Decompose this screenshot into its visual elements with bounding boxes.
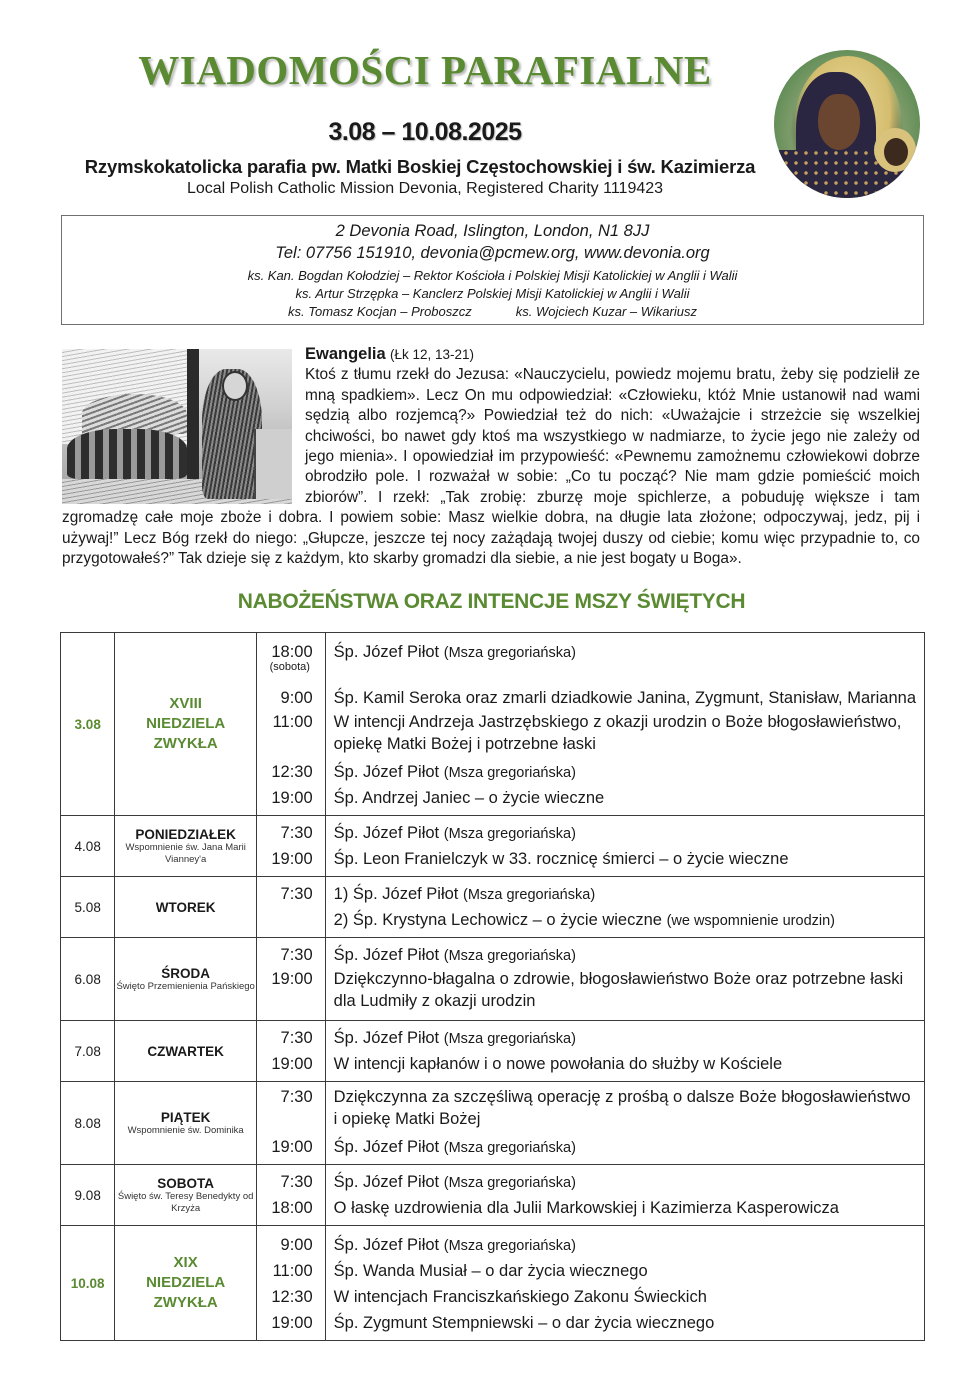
- mass-time: 12:30: [271, 763, 313, 781]
- mass-time: [261, 907, 313, 933]
- intention-note: (Msza gregoriańska): [443, 1238, 576, 1254]
- gospel-section: [62, 344, 920, 569]
- intention-text: Śp. Józef Piłot: [333, 643, 440, 661]
- intention-text: Śp. Kamil Seroka oraz zmarli dziadkowie Janina, Zygmunt, Stanisław, Marianna: [333, 689, 916, 707]
- date-cell: 7.08: [61, 1021, 115, 1082]
- intention-text: Śp. Józef Piłot: [333, 763, 440, 781]
- times-cell: [256, 816, 325, 877]
- day-name: WTOREK: [155, 899, 216, 915]
- mass-time: [261, 639, 313, 685]
- intention-note: (Msza gregoriańska): [443, 765, 576, 781]
- day-cell: [115, 938, 257, 1021]
- mass-intention: [334, 1086, 916, 1134]
- intention-note: (Msza gregoriańska): [462, 887, 596, 903]
- date-cell: 5.08: [61, 877, 115, 938]
- clergy-line: [62, 303, 923, 321]
- day-feast-note: Święto Przemienienia Pańskiego: [116, 980, 255, 992]
- our-lady-icon-image: [774, 50, 920, 198]
- sunday-label: ZWYKŁA: [153, 735, 218, 752]
- schedule-row: [61, 633, 925, 816]
- mass-time: 19:00: [271, 1314, 313, 1332]
- intentions-cell: [325, 633, 924, 816]
- mass-intention: [334, 1134, 916, 1160]
- day-name: ŚRODA: [161, 965, 211, 981]
- clergy-vicar: ks. Wojciech Kuzar – Wikariusz: [515, 304, 697, 319]
- sunday-label: ZWYKŁA: [153, 1294, 218, 1311]
- date-cell: 3.08: [61, 633, 115, 816]
- mass-time: 19:00: [271, 850, 313, 868]
- mass-time: 9:00: [280, 689, 313, 707]
- intentions-cell: [325, 1226, 924, 1341]
- intention-text: O łaskę uzdrowienia dla Julii Markowskiej i Kazimierza Kasperowicza: [333, 1199, 839, 1217]
- day-cell: [115, 633, 257, 816]
- mass-intention: [334, 1169, 916, 1195]
- intention-text: Dziękczynna za szczęśliwą operację z prośbą o dalsze Boże błogosławieństwo i opiekę Matki Bożej: [333, 1088, 911, 1128]
- mass-intention: [334, 1195, 916, 1221]
- day-feast-note: Wspomnienie św. Dominika: [127, 1124, 244, 1136]
- schedule-row: [61, 1165, 925, 1226]
- intentions-cell: [325, 877, 924, 938]
- date-cell: 9.08: [61, 1165, 115, 1226]
- schedule-row: [61, 877, 925, 938]
- mass-time: 19:00: [271, 789, 313, 807]
- gospel-reference: (Łk 12, 13-21): [389, 347, 475, 362]
- mass-time: 19:00: [271, 1055, 313, 1073]
- day-name: PIĄTEK: [160, 1109, 211, 1125]
- intentions-cell: [325, 1082, 924, 1165]
- mass-schedule-table: [60, 632, 925, 1341]
- intention-text: Śp. Józef Piłot: [333, 1173, 440, 1191]
- day-name: CZWARTEK: [147, 1043, 224, 1059]
- contact-box: [61, 215, 924, 325]
- intention-text: Śp. Józef Piłot: [333, 1236, 440, 1254]
- intention-note: (Msza gregoriańska): [443, 826, 576, 842]
- intentions-cell: [325, 1165, 924, 1226]
- mass-time: 18:00: [271, 1199, 313, 1217]
- mass-intention: [334, 1284, 916, 1310]
- mass-time: 12:30: [271, 1288, 313, 1306]
- schedule-title: NABOŻEŃSTWA ORAZ INTENCJE MSZY ŚWIĘTYCH: [237, 590, 746, 613]
- contact-line: Tel: 07756 151910, devonia@pcmew.org, www.devonia.org: [275, 244, 710, 262]
- intention-text: Śp. Józef Piłot: [333, 1029, 440, 1047]
- sunday-label: XIX: [173, 1254, 198, 1271]
- date-cell: 4.08: [61, 816, 115, 877]
- day-cell: [115, 1082, 257, 1165]
- day-feast-note: Święto św. Teresy Benedykty od Krzyża: [117, 1190, 254, 1214]
- mass-time: 7:30: [280, 824, 313, 842]
- mass-time: 19:00: [271, 970, 313, 988]
- times-cell: [256, 1226, 325, 1341]
- clergy-line: ks. Artur Strzępka – Kanclerz Polskiej Misji Katolickiej w Anglii i Walii: [295, 286, 690, 301]
- gospel-title: Ewangelia: [305, 345, 386, 363]
- intention-text: W intencji Andrzeja Jastrzębskiego z okazji urodzin o Boże błogosławieństwo, opiekę Matki Bożej i potrzebne łaski: [333, 713, 902, 753]
- newsletter-title: WIADOMOŚCI PARAFIALNE: [138, 47, 712, 93]
- times-cell: [256, 633, 325, 816]
- intention-text: W intencjach Franciszkańskiego Zakonu Świeckich: [333, 1288, 707, 1306]
- date-cell: 6.08: [61, 938, 115, 1021]
- mass-time: 19:00: [271, 1138, 313, 1156]
- intention-text: Śp. Zygmunt Stempniewski – o dar życia wiecznego: [333, 1314, 715, 1332]
- mass-time-note: (sobota): [269, 661, 310, 673]
- intention-text: 2) Śp. Krystyna Lechowicz – o życie wieczne: [333, 911, 662, 929]
- mass-intention: [334, 785, 916, 811]
- intentions-cell: [325, 816, 924, 877]
- day-name: PONIEDZIAŁEK: [135, 826, 236, 842]
- intention-note: (we wspomnienie urodzin): [666, 913, 835, 929]
- intention-note: (Msza gregoriańska): [443, 645, 576, 661]
- mass-time: 11:00: [272, 713, 313, 731]
- intention-note: (Msza gregoriańska): [443, 1031, 576, 1047]
- intentions-cell: [325, 938, 924, 1021]
- child-shape: [884, 138, 908, 166]
- mass-intention: [334, 685, 916, 711]
- mass-intention: [334, 846, 916, 872]
- mass-intention: [334, 820, 916, 846]
- intention-text: Śp. Leon Franielczyk w 33. rocznicę śmierci – o życie wieczne: [333, 850, 789, 868]
- mass-time: 11:00: [272, 1262, 313, 1280]
- address: 2 Devonia Road, Islington, London, N1 8JJ: [335, 222, 650, 240]
- times-cell: [256, 1021, 325, 1082]
- day-cell: [115, 1165, 257, 1226]
- mass-intention: [334, 711, 916, 759]
- sunday-label: NIEDZIELA: [146, 715, 226, 732]
- parish-name: Rzymskokatolicka parafia pw. Matki Boskiej Częstochowskiej i św. Kazimierza: [84, 156, 756, 177]
- day-cell: [115, 816, 257, 877]
- day-cell: [115, 1021, 257, 1082]
- gospel-text: Ktoś z tłumu rzekł do Jezusa: «Nauczycielu, powiedz mojemu bratu, żeby się podzielił ze mną spadkiem». Lecz On mu odpowiedział: «Człowieku, któż Mnie ustanowił nad wami sędzią albo rozjemcą?» Powiedział też do nich: «Uważajcie i strzeżcie się wszelkiej chciwości, bo nawet gdy ktoś ma wszystkiego w nadmiarze, to życie jego nie zależy od jego mienia». I opowiedział im przypowieść: «Pewnemu zamożnemu człowiekowi dobrze obrodziło pole. I rozważał w sobie: „Co tu począć? Nie mam gdzie pomieścić moich zbiorów”. I rzekł: „Tak zrobię: zburzę moje spichlerze, a pobuduję większe i tam zgromadzę całe moje zboże i dobra. I powiem sobie: Masz wielkie dobra, na długie lata złożone; odpoczywaj, jedz, pij i używaj!” Lecz Bóg rzekł do niego: „Głupcze, jeszcze tej nocy zażądają twojej duszy od ciebie; komu więc przypadnie to, co przygotowałeś?” Tak dzieje się z każdym, kto skarby gromadzi dla siebie, a nie jest bogaty u Boga».: [62, 366, 920, 568]
- day-feast-note: Wspomnienie św. Jana Marii Vianney'a: [125, 841, 246, 865]
- intention-text: Śp. Andrzej Janiec – o życie wieczne: [333, 789, 605, 807]
- mass-intention: [334, 1310, 916, 1336]
- mass-intention: [334, 1232, 916, 1258]
- mass-intention: [334, 881, 916, 907]
- times-cell: [256, 1082, 325, 1165]
- intention-note: (Msza gregoriańska): [443, 1175, 576, 1191]
- date-cell: 10.08: [61, 1226, 115, 1341]
- schedule-row: [61, 938, 925, 1021]
- mass-intention: [334, 759, 916, 785]
- mass-intention: [334, 942, 916, 968]
- date-range: 3.08 – 10.08.2025: [328, 118, 522, 146]
- intention-note: (Msza gregoriańska): [443, 948, 576, 964]
- schedule-row: [61, 1021, 925, 1082]
- intention-text: Śp. Wanda Musiał – o dar życia wiecznego: [333, 1262, 648, 1280]
- mass-intention: [334, 1258, 916, 1284]
- mass-intention: [334, 968, 916, 1016]
- mass-time: 7:30: [280, 885, 313, 903]
- intention-text: W intencji kapłanów i o nowe powołania do służby w Kościele: [333, 1055, 783, 1073]
- mass-time: 7:30: [280, 946, 313, 964]
- clergy-line: ks. Kan. Bogdan Kołodziej – Rektor Kościoła i Polskiej Misji Katolickiej w Anglii i Walii: [247, 268, 738, 283]
- intention-text: Dziękczynno-błagalna o zdrowie, błogosławieństwo Boże oraz potrzebne łaski dla Ludmiły z okazji urodzin: [333, 970, 904, 1010]
- mass-intention: [334, 639, 916, 685]
- day-name: SOBOTA: [157, 1175, 215, 1191]
- intention-text: 1) Śp. Józef Piłot: [333, 885, 459, 903]
- mass-intention: [334, 1051, 916, 1077]
- schedule-row: [61, 1082, 925, 1165]
- sunday-label: XVIII: [169, 695, 202, 712]
- intention-text: Śp. Józef Piłot: [333, 824, 440, 842]
- times-cell: [256, 1165, 325, 1226]
- day-cell: [115, 1226, 257, 1341]
- mass-intention: [334, 1025, 916, 1051]
- intention-note: (Msza gregoriańska): [443, 1140, 576, 1156]
- date-cell: 8.08: [61, 1082, 115, 1165]
- mission-line: Local Polish Catholic Mission Devonia, Registered Charity 1119423: [186, 180, 664, 197]
- mass-intention: [334, 907, 916, 933]
- face-shape: [818, 94, 860, 150]
- mass-time-value: 18:00: [271, 643, 313, 661]
- mass-time: 9:00: [280, 1236, 313, 1254]
- mass-time: 7:30: [280, 1173, 313, 1191]
- times-cell: [256, 938, 325, 1021]
- mass-time: 7:30: [280, 1029, 313, 1047]
- times-cell: [256, 877, 325, 938]
- intention-text: Śp. Józef Piłot: [333, 946, 440, 964]
- intention-text: Śp. Józef Piłot: [333, 1138, 440, 1156]
- clergy-pastor: ks. Tomasz Kocjan – Proboszcz: [288, 304, 472, 319]
- intentions-cell: [325, 1021, 924, 1082]
- schedule-row: [61, 816, 925, 877]
- day-cell: [115, 877, 257, 938]
- mass-time: 7:30: [280, 1088, 313, 1106]
- schedule-row: [61, 1226, 925, 1341]
- sunday-label: NIEDZIELA: [146, 1274, 226, 1291]
